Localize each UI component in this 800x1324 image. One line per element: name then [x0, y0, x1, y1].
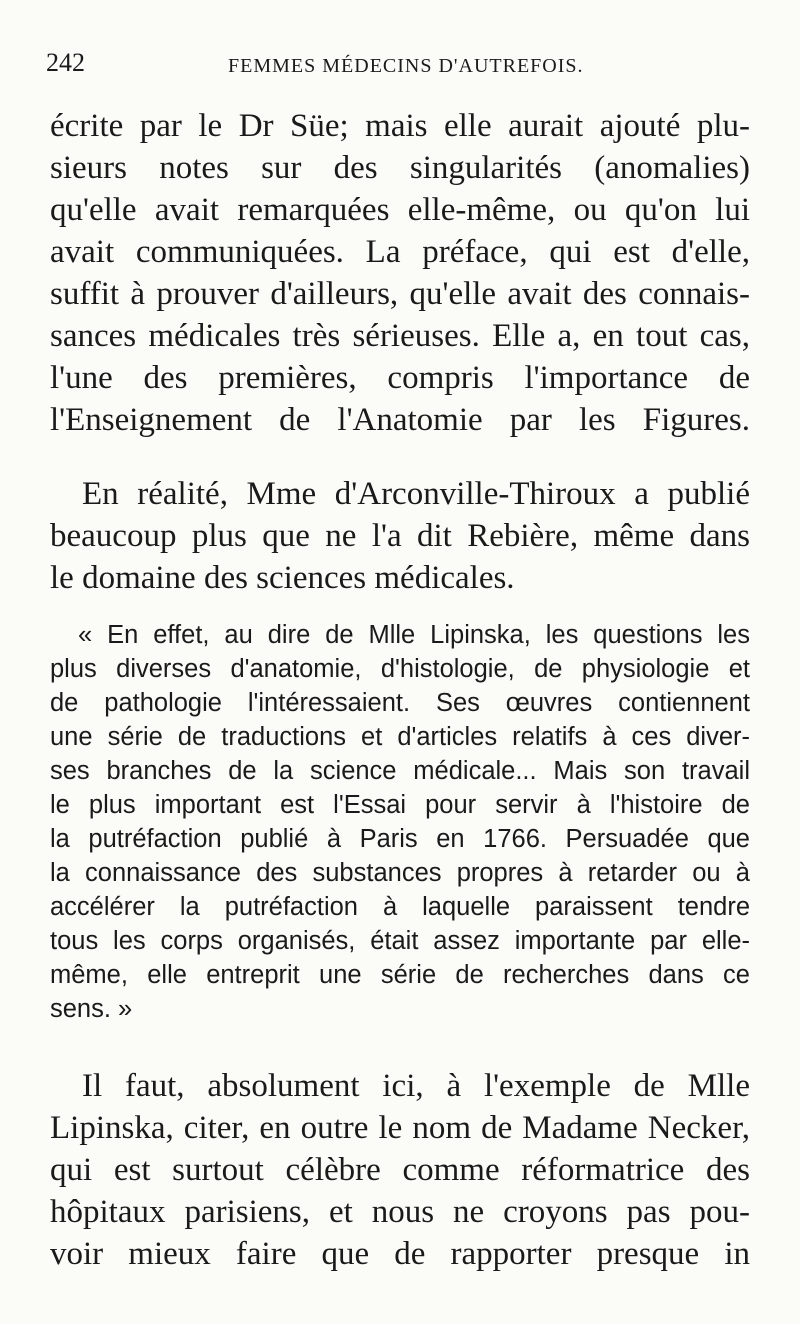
text-line: l'une des premières, compris l'importance de: [50, 360, 750, 396]
page-number: 242: [46, 48, 85, 77]
text-line: la connaissance des substances propres à retarder ou à: [50, 859, 750, 887]
text-line: hôpitaux parisiens, et nous ne croyons pas pou-: [50, 1194, 750, 1230]
text-line: le domaine des sciences médicales.: [50, 560, 515, 596]
text-line: ses branches de la science médicale... Mais son travail: [50, 757, 750, 785]
text-line: En réalité, Mme d'Arconville-Thiroux a publié: [82, 476, 750, 512]
text-line: accélérer la putréfaction à laquelle paraissent tendre: [50, 893, 750, 921]
running-head: FEMMES MÉDECINS D'AUTREFOIS.: [228, 55, 584, 77]
text-line: qu'elle avait remarquées elle-même, ou qu'on lui: [50, 192, 750, 228]
text-line: suffit à prouver d'ailleurs, qu'elle avait des connais-: [50, 276, 750, 312]
text-line: « En effet, au dire de Mlle Lipinska, les questions les: [78, 621, 750, 649]
text-line: une série de traductions et d'articles relatifs à ces diver-: [50, 723, 750, 751]
text-line: tous les corps organisés, était assez importante par elle-: [50, 927, 750, 955]
text-line: plus diverses d'anatomie, d'histologie, de physiologie et: [50, 655, 750, 683]
text-line: qui est surtout célèbre comme réformatrice des: [50, 1152, 750, 1188]
text-line: de pathologie l'intéressaient. Ses œuvres contiennent: [50, 689, 750, 717]
text-line: écrite par le Dr Süe; mais elle aurait ajouté plu-: [50, 108, 750, 144]
text-line: le plus important est l'Essai pour servir à l'histoire de: [50, 791, 750, 819]
text-line: voir mieux faire que de rapporter presque in: [50, 1236, 750, 1272]
text-line: sens. »: [50, 995, 133, 1023]
text-line: l'Enseignement de l'Anatomie par les Figures.: [50, 402, 750, 438]
text-line: sieurs notes sur des singularités (anomalies): [50, 150, 750, 186]
text-line: Il faut, absolument ici, à l'exemple de Mlle: [82, 1068, 750, 1104]
page-header: [46, 46, 584, 80]
text-line: Lipinska, citer, en outre le nom de Madame Necker,: [50, 1110, 750, 1146]
text-line: beaucoup plus que ne l'a dit Rebière, même dans: [50, 518, 750, 554]
text-line: sances médicales très sérieuses. Elle a, en tout cas,: [50, 318, 750, 354]
text-line: la putréfaction publié à Paris en 1766. Persuadée que: [50, 825, 750, 853]
text-line: même, elle entreprit une série de recherches dans ce: [50, 961, 750, 989]
text-line: avait communiquées. La préface, qui est d'elle,: [50, 234, 750, 270]
